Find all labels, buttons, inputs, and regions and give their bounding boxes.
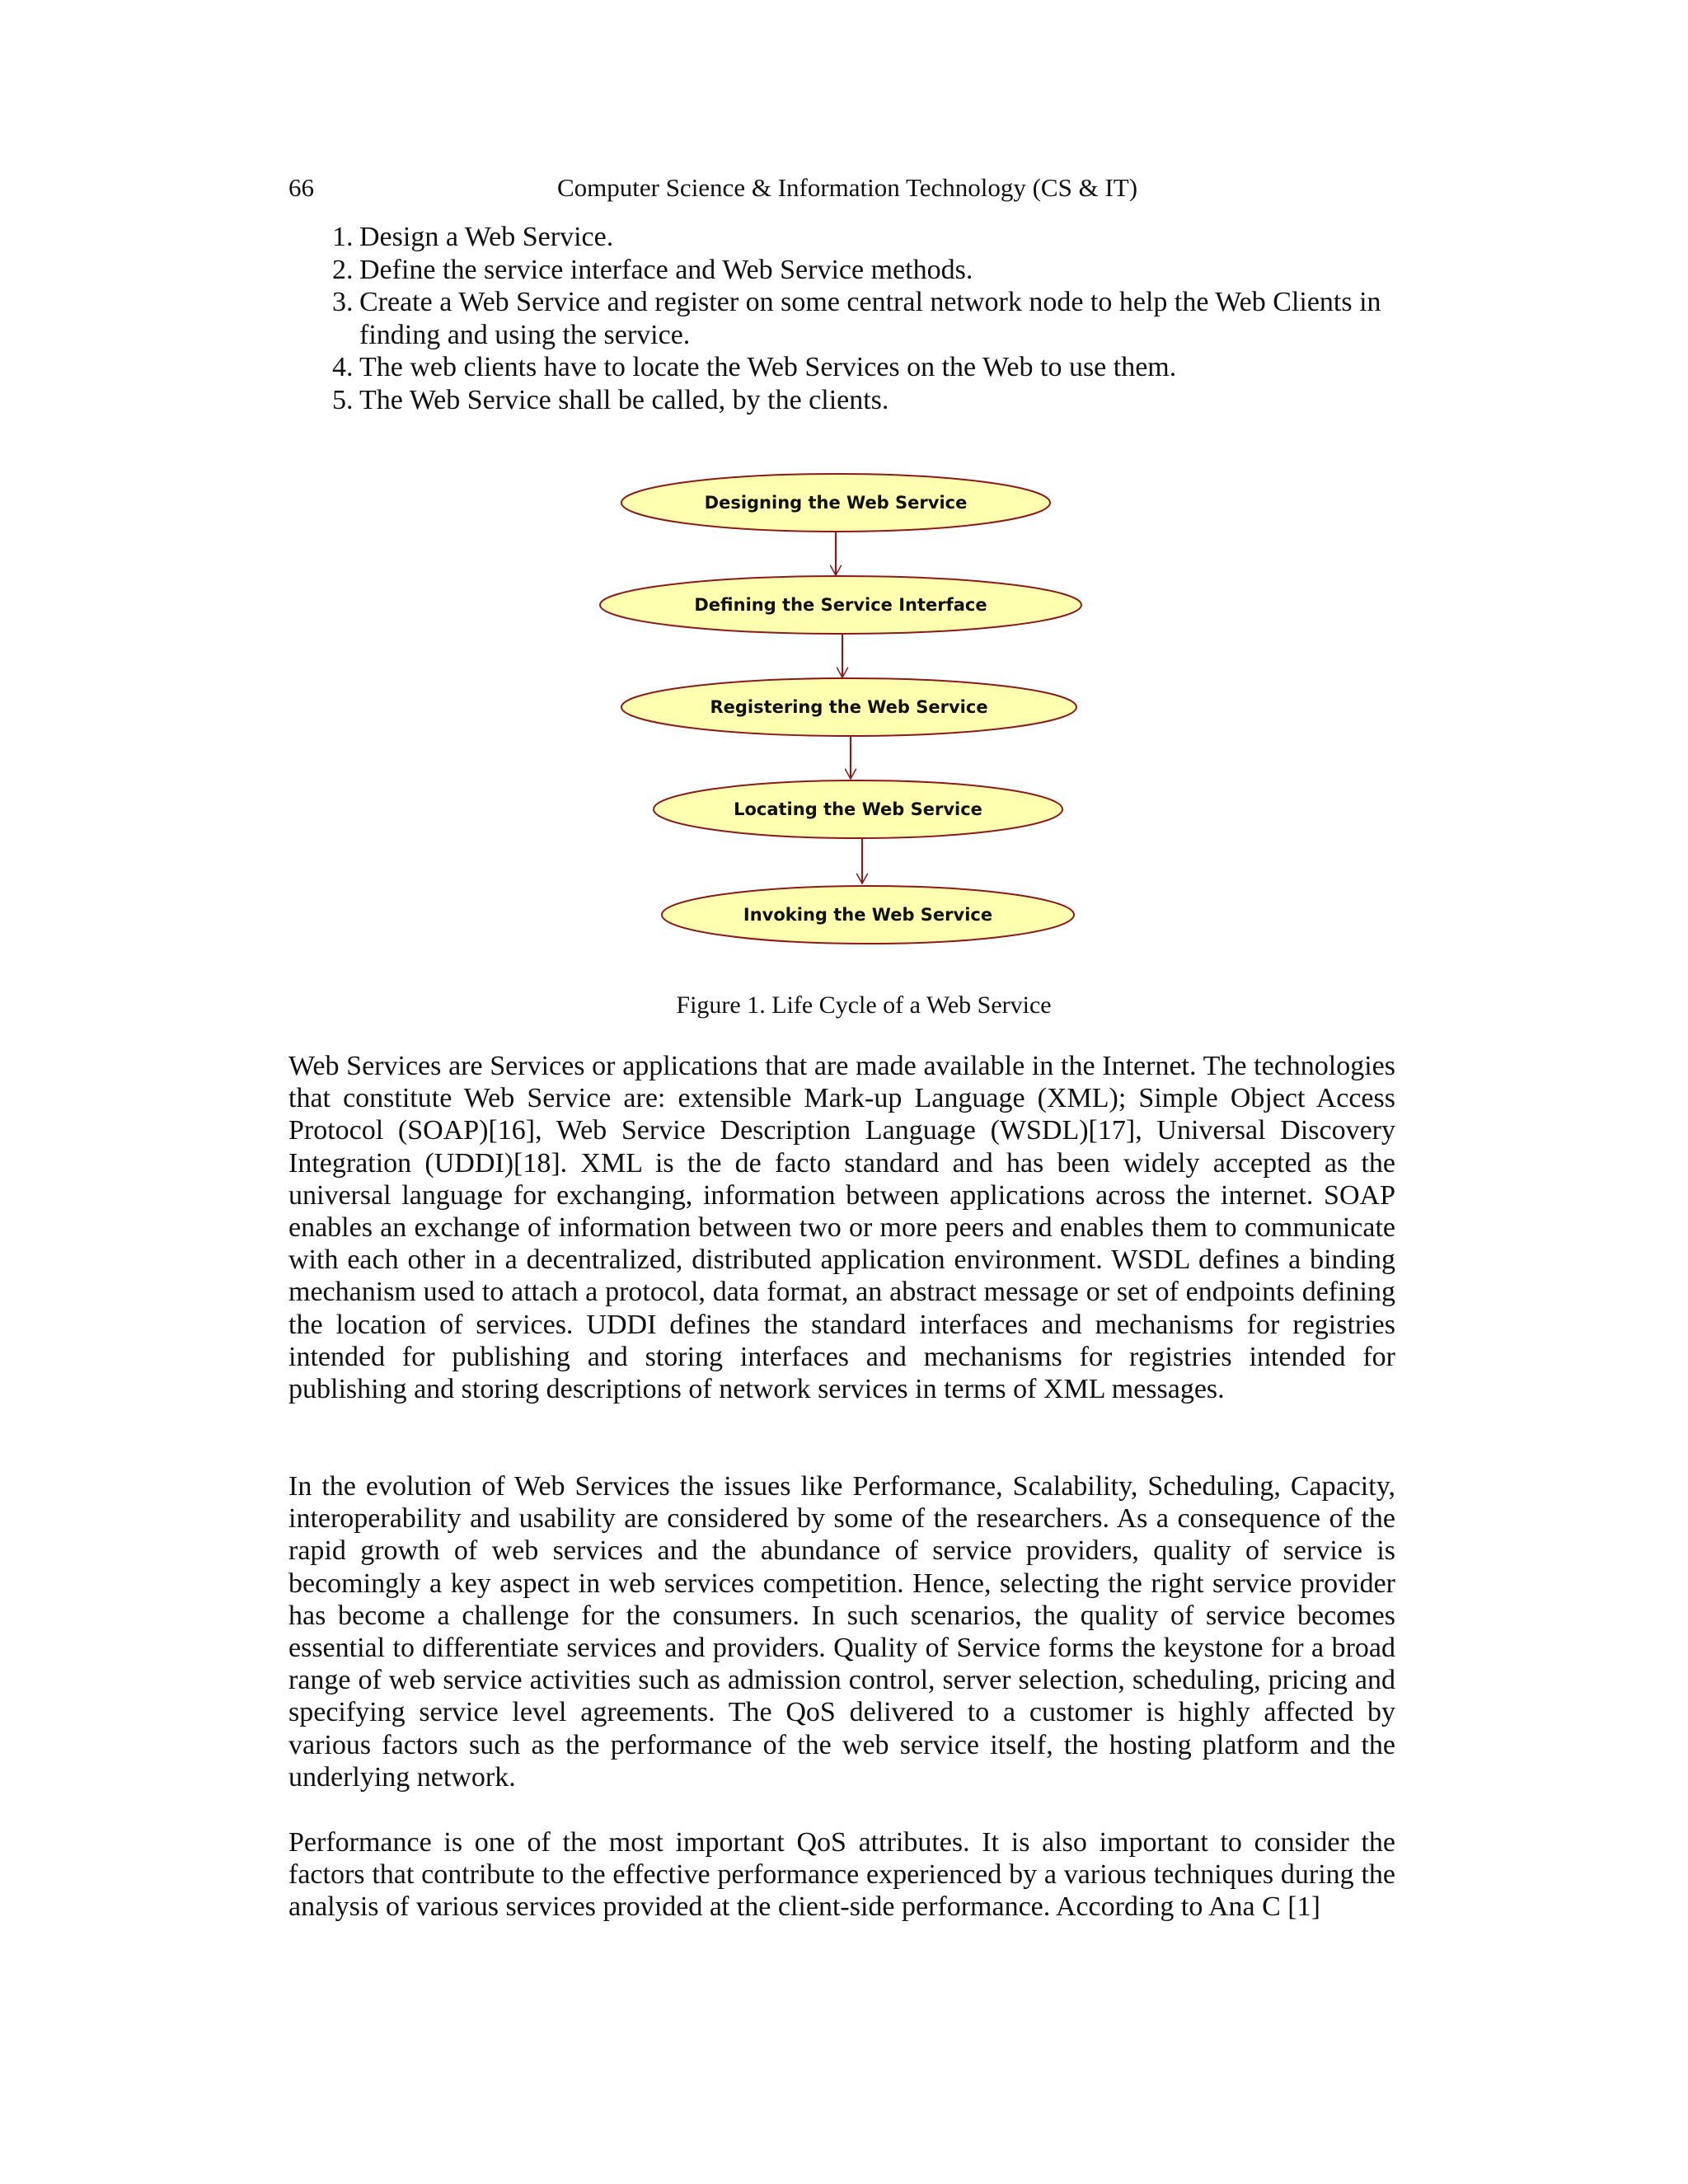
lifecycle-diagram-svg: [577, 462, 1113, 956]
body-paragraph: Web Services are Services or applications that are made available in the Internet. The technologies that constitute Web Service are: extensible Mark-up Language (XML); Simple Object Access Protocol (SOAP)[16], Web Service Description Language (WSDL)[17], Universal Discovery Integration (UDDI)[18]. XML is the de facto standard and has been widely accepted as the universal language for exchanging, information between applications across the internet. SOAP enables an exchange of information between two or more peers and enables them to communicate with each other in a decentralized, distributed application environment. WSDL defines a binding mechanism used to attach a protocol, data format, an abstract message or set of endpoints defining the location of services. UDDI defines the standard interfaces and mechanisms for registries intended for publishing and storing interfaces and mechanisms for registries intended for publishing and storing descriptions of network services in terms of XML messages.: [288, 1051, 1395, 1405]
list-item: [332, 384, 1404, 417]
list-item-text: Define the service interface and Web Service methods.: [359, 254, 973, 285]
figure-caption: Figure 1. Life Cycle of a Web Service: [676, 991, 1052, 1019]
page-number: 66: [288, 173, 314, 202]
stage-registering: [621, 678, 1076, 736]
list-item: [332, 351, 1404, 384]
stage-defining: [600, 576, 1081, 634]
list-item-number: 1.: [332, 222, 354, 252]
list-item: [332, 254, 1404, 287]
lifecycle-diagram: [577, 462, 1113, 956]
stage-label: Defining the Service Interface: [694, 595, 987, 615]
body-paragraph: In the evolution of Web Services the issues like Performance, Scalability, Scheduling, Capacity, interoperability and usability are considered by some of the researchers. As a consequence of the rapid growth of web services and the abundance of service providers, quality of service is becomingly a key aspect in web services competition. Hence, selecting the right service provider has become a challenge for the consumers. In such scenarios, the quality of service becomes essential to differentiate services and providers. Quality of Service forms the keystone for a broad range of web service activities such as admission control, server selection, scheduling, pricing and specifying service level agreements. The QoS delivered to a customer is highly affected by various factors such as the performance of the web service itself, the hosting platform and the underlying network.: [288, 1471, 1395, 1793]
list-item-number: 5.: [332, 384, 354, 415]
stage-designing: [621, 474, 1050, 532]
stage-invoking: [662, 886, 1074, 944]
list-item-text: Create a Web Service and register on some central network node to help the Web Clients in finding and using the service.: [359, 287, 1381, 350]
running-header: Computer Science & Information Technology (CS & IT): [556, 173, 1138, 202]
stage-label: Designing the Web Service: [704, 493, 968, 513]
list-item-text: The Web Service shall be called, by the clients.: [359, 384, 889, 415]
list-item-text: Design a Web Service.: [359, 222, 614, 252]
list-item: [332, 286, 1404, 351]
list-item-number: 4.: [332, 352, 354, 382]
body-paragraph: Performance is one of the most important QoS attributes. It is also important to consider the factors that contribute to the effective performance experienced by a various techniques during the analysis of various services provided at the client-side performance. According to Ana C [1]: [288, 1827, 1395, 1923]
stage-locating: [654, 780, 1062, 838]
stage-label: Invoking the Web Service: [743, 905, 993, 925]
list-item: [332, 221, 1404, 254]
list-item-text: The web clients have to locate the Web Services on the Web to use them.: [359, 352, 1177, 382]
list-item-number: 3.: [332, 287, 354, 317]
stage-label: Registering the Web Service: [710, 697, 988, 717]
lifecycle-steps-list: [332, 221, 1404, 416]
list-item-number: 2.: [332, 254, 354, 285]
stage-label: Locating the Web Service: [734, 799, 982, 819]
